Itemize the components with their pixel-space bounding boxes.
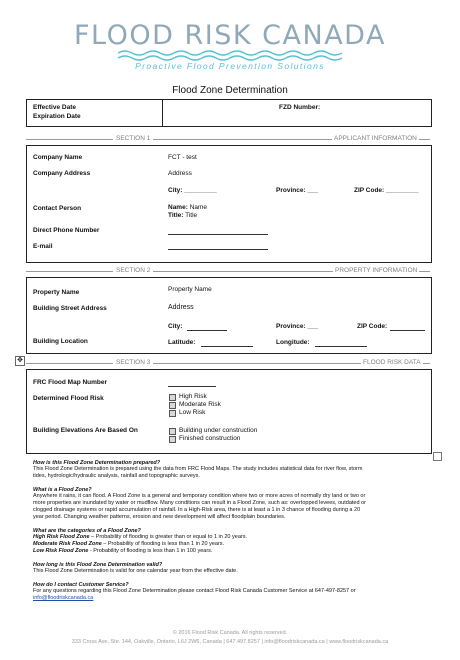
note-answer-line: clogged drainage systems or rapid accumulation of rainfall. In a High-Risk area, there is at least a 1 in 3 chance of flooding during a 20 [33, 507, 361, 513]
note-question: What are the categories of a Flood Zone? [33, 528, 141, 534]
company-name-value[interactable]: FCT - test [168, 154, 197, 161]
building-location-label: Building Location [33, 338, 88, 345]
email-label: E-mail [33, 243, 53, 250]
frc-map-label: FRC Flood Map Number [33, 379, 108, 386]
property-zip-field[interactable]: ZIP Code: [357, 323, 388, 330]
footer-contact: 333 Cross Ave, Ste. 144, Oakville, Ontario, L6J 2W6, Canada | 647.497.8257 | info@floodriskcanada.ca | www.floodriskcanada.ca [71, 639, 389, 645]
street-address-label: Building Street Address [33, 305, 107, 312]
note-question: How is this Flood Zone Determination prepared? [33, 460, 161, 466]
footer-copyright: © 2016 Flood Risk Canada. All rights reserved. [172, 630, 288, 636]
company-address-label: Company Address [33, 170, 91, 177]
section3-number: SECTION 3 [113, 359, 153, 366]
property-province-field[interactable]: Province: ___ [276, 323, 319, 330]
note-answer-line: tides, hydrologic/hydraulic analysis, rainfall and topographic surveys. [33, 473, 200, 479]
effective-date-label: Effective Date [33, 104, 76, 111]
latitude-input-line[interactable] [201, 346, 253, 347]
category-line [33, 534, 433, 541]
category-text: - Probability of flooding is less than 1 in 100 years. [88, 548, 213, 554]
flood-risk-box [26, 369, 432, 454]
property-info-box [26, 277, 432, 354]
note-answer-line: year period. Changing weather patterns, erosion and new development will affect floodplain boundaries. [33, 514, 286, 520]
note-answer-line: more properties are inundated by water or mudflow. Many conditions can result in a Flood Zone, such as: overtopped levees, outdated or [33, 500, 366, 506]
title-prefix: Title: [168, 212, 184, 219]
province-field[interactable]: Province: ___ [276, 187, 319, 194]
notes-section [33, 460, 433, 602]
note-answer-line: This Flood Zone Determination is valid for one calendar year from the effective date. [33, 568, 238, 574]
contact-person-label: Contact Person [33, 205, 82, 212]
high-risk-option: High Risk [179, 393, 207, 400]
category-text: – Probability of flooding is less than 1 in 20 years. [101, 541, 225, 547]
section1-title: APPLICANT INFORMATION [334, 135, 417, 142]
header-box [26, 99, 432, 127]
property-city-line[interactable] [187, 330, 227, 331]
city-field[interactable]: City: _________ [168, 187, 217, 194]
under-construction-checkbox[interactable] [169, 428, 176, 435]
property-zip-line[interactable] [390, 330, 425, 331]
category-line [33, 548, 433, 555]
contact-title[interactable] [168, 212, 197, 219]
frc-map-input-line[interactable] [168, 386, 216, 387]
property-name-value[interactable]: Property Name [168, 286, 212, 293]
property-name-label: Property Name [33, 289, 80, 296]
latitude-label: Latitude: [168, 339, 196, 346]
finished-construction-checkbox[interactable] [169, 436, 176, 443]
zip-field[interactable]: ZIP Code: _________ [354, 187, 419, 194]
applicant-info-box [26, 145, 432, 263]
section2-number: SECTION 2 [113, 267, 153, 274]
wave-logo-icon [118, 49, 342, 61]
phone-label: Direct Phone Number [33, 227, 100, 234]
finished-construction-option: Finished construction [179, 435, 241, 442]
brand-logo-text: FLOOD RISK CANADA [74, 20, 386, 51]
company-name-label: Company Name [33, 154, 83, 161]
low-risk-option: Low Risk [179, 409, 206, 416]
category-name: Low Risk Flood Zone [33, 548, 89, 554]
street-address-value[interactable]: Address [168, 304, 194, 311]
fzd-number-label: FZD Number: [279, 104, 321, 111]
longitude-input-line[interactable] [315, 346, 367, 347]
category-line [33, 541, 433, 548]
section2-title: PROPERTY INFORMATION [335, 267, 418, 274]
moderate-risk-checkbox[interactable] [169, 402, 176, 409]
name-prefix: Name: [168, 204, 188, 211]
category-text: – Probability of flooding is greater than or equal to 1 in 20 years. [89, 534, 247, 540]
contact-name[interactable] [168, 204, 207, 211]
phone-input-line[interactable] [168, 234, 268, 235]
note-question: What is a Flood Zone? [33, 487, 92, 493]
longitude-label: Longitude: [276, 339, 310, 346]
company-address-value[interactable]: Address [168, 170, 192, 177]
document-title: Flood Zone Determination [172, 85, 288, 96]
determined-risk-label: Determined Flood Risk [33, 395, 104, 402]
under-construction-option: Building under construction [179, 427, 258, 434]
high-risk-checkbox[interactable] [169, 394, 176, 401]
note-question: How long is this Flood Zone Determination valid? [33, 562, 163, 568]
note-answer-line: For any questions regarding this Flood Zone Determination please contact Flood Risk Canada Customer Service at 647-497-8257 or [33, 588, 356, 594]
move-icon[interactable]: ✥ [15, 356, 25, 366]
name-value: Name [189, 204, 208, 211]
note-question: How do I contact Customer Service? [33, 582, 129, 588]
elevations-label: Building Elevations Are Based On [33, 427, 138, 434]
title-value: Title [185, 212, 198, 219]
support-email-link[interactable]: info@floodriskcanada.ca [33, 595, 94, 601]
moderate-risk-option: Moderate Risk [179, 401, 221, 408]
category-name: High Risk Flood Zone [33, 534, 90, 540]
note-answer-line: Anywhere it rains, it can flood. A Flood Zone is a general and temporary condition where two or more acres of normally dry land or two or [33, 493, 366, 499]
checkbox-icon[interactable] [433, 452, 442, 461]
property-city-field[interactable]: City: [168, 323, 183, 330]
email-input-line[interactable] [168, 249, 268, 250]
section1-number: SECTION 1 [113, 135, 153, 142]
category-name: Moderate Risk Flood Zone [33, 541, 102, 547]
section3-title: FLOOD RISK DATA [363, 359, 421, 366]
brand-tagline: Proactive Flood Prevention Solutions [135, 61, 325, 71]
note-answer-line: This Flood Zone Determination is prepared using the data from FRC Flood Maps. The study includes statistical data for river flow, storm [33, 466, 363, 472]
low-risk-checkbox[interactable] [169, 410, 176, 417]
expiration-date-label: Expiration Date [33, 113, 81, 120]
